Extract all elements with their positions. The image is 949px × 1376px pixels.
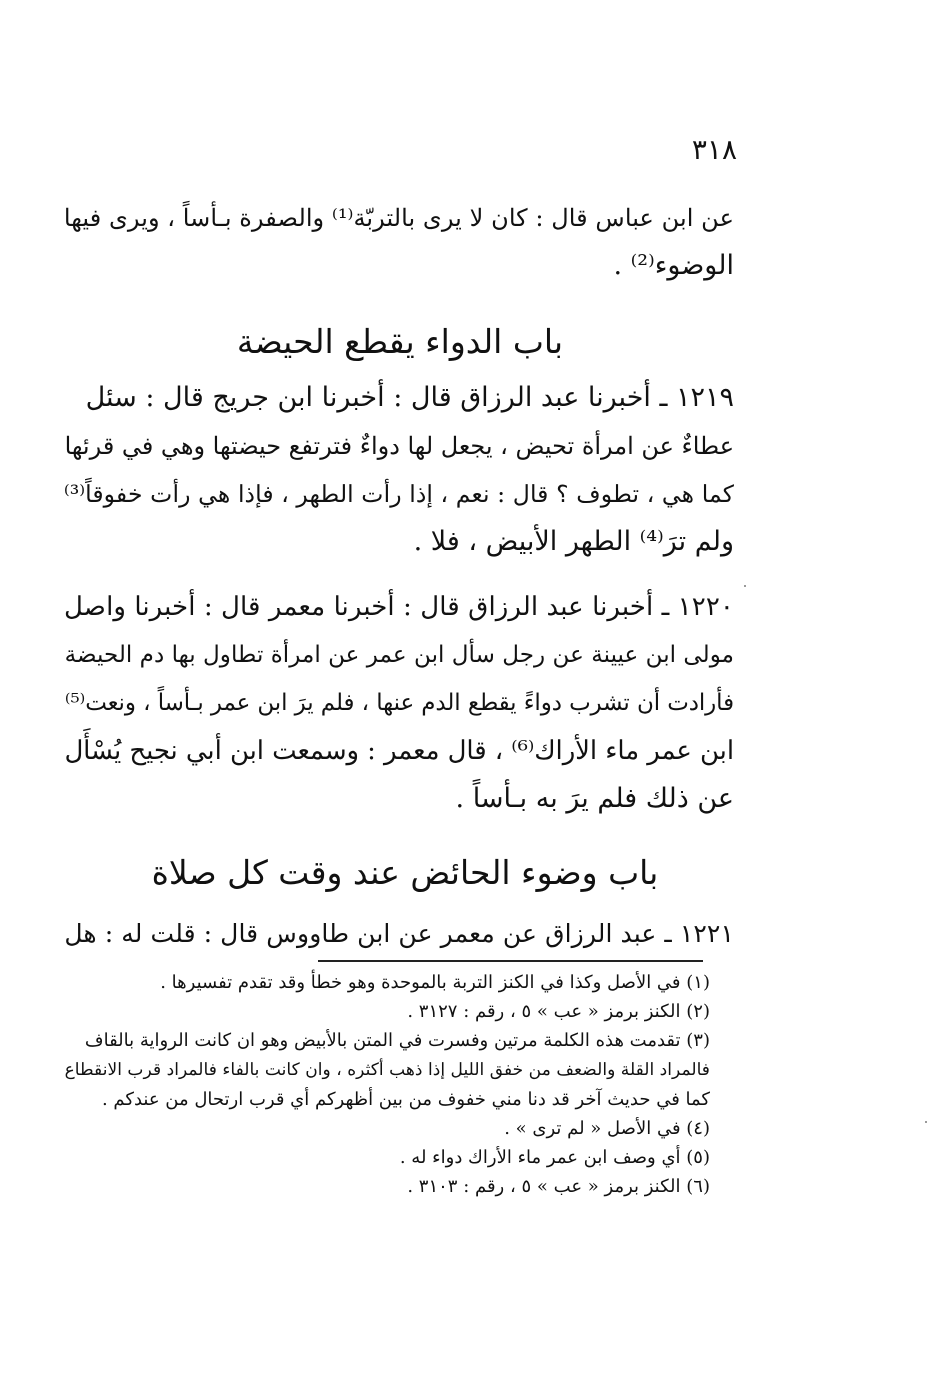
- hadith-1221-line-1: ١٢٢١ ـ عبد الرزاق عن معمر عن ابن طاووس قال : قلت له : هل: [64, 919, 734, 948]
- page-number: ٣١٨: [691, 133, 737, 166]
- hadith-1220-line-5: عن ذلك فلم يرَ به بـأساً .: [455, 783, 734, 814]
- chapter-heading-ablution-menstruating-woman: باب وضوء الحائض عند وقت كل صلاة: [151, 853, 659, 892]
- hadith-1220-line-2: مولى ابن عيينة عن رجل سأل ابن عمر عن امرأة تطاول بها دم الحيضة: [64, 642, 734, 668]
- hadith-1220-line-3: فأرادت أن تشرب دواءً يقطع الدم عنها ، فلم يرَ ابن عمر بـأساً ، ونعت⁽⁵⁾: [64, 690, 734, 716]
- hadith-1219-line-2: عطاءٌ عن امرأة تحيض ، يجعل لها دواءٌ فترتفع حيضتها وهي في قرئها: [64, 432, 734, 460]
- footnote-4: (٤) في الأصل « لم ترى » .: [504, 1118, 710, 1140]
- hadith-1219-line-1: ١٢١٩ ـ أخبرنا عبد الرزاق قال : أخبرنا ابن جريج قال : سئل: [85, 382, 734, 413]
- hadith-1220: [64, 583, 734, 823]
- intro-paragraph: [64, 194, 734, 290]
- hadith-1219-line-4: ولم ترَ⁽⁴⁾ الطهر الأبيض ، فلا .: [413, 526, 734, 557]
- footnote-1: (١) في الأصل وكذا في الكنز التربة بالموحدة وهو خطأ وقد تقدم تفسيرها .: [160, 972, 710, 993]
- hadith-1221: [64, 910, 734, 958]
- hadith-1219: [64, 374, 734, 566]
- footnote-divider: [318, 960, 703, 962]
- footnote-5: (٥) أي وصف ابن عمر ماء الأراك دواء له .: [399, 1147, 710, 1169]
- footnote-2: (٢) الكنز برمز « عب » ٥ ، رقم : ٣١٢٧ .: [407, 1001, 710, 1023]
- intro-line-1: عن ابن عباس قال : كان لا يرى بالتربّة⁽¹⁾ والصفرة بـأساً ، ويرى فيها: [63, 204, 734, 232]
- paper-speck: [744, 585, 746, 587]
- intro-line-2: الوضوء⁽²⁾ .: [613, 250, 734, 281]
- chapter-heading-medicine-stops-menstruation: باب الدواء يقطع الحيضة: [236, 322, 564, 361]
- footnote-3-continued-2: كما في حديث آخر قد دنا مني خفوف من بين أظهركم أي قرب ارتحال من عندكم .: [101, 1088, 710, 1110]
- footnote-3: (٣) تقدمت هذه الكلمة مرتين وفسرت في المتن بالأبيض وهو ان كانت الرواية بالقاف: [84, 1030, 710, 1052]
- footnotes: [64, 968, 710, 1202]
- footnote-3-continued: فالمراد القلة والضعف من خفق الليل إذا ذهب أكثره ، وان كانت بالفاء فالمراد قرب الانقطاع: [64, 1059, 710, 1080]
- hadith-1219-line-3: كما هي ، تطوف ؟ قال : نعم ، إذا رأت الطهر ، فإذا هي رأت خفوقاً⁽³⁾: [63, 480, 734, 508]
- footnote-6: (٦) الكنز برمز « عب » ٥ ، رقم : ٣١٠٣ .: [407, 1176, 710, 1198]
- hadith-1220-line-4: ابن عمر ماء الأراك⁽⁶⁾ ، قال معمر : وسمعت ابن أبي نجيح يُسْأَل: [64, 736, 734, 766]
- hadith-1220-line-1: ١٢٢٠ ـ أخبرنا عبد الرزاق قال : أخبرنا معمر قال : أخبرنا واصل: [63, 592, 734, 622]
- paper-speck: [925, 1121, 927, 1123]
